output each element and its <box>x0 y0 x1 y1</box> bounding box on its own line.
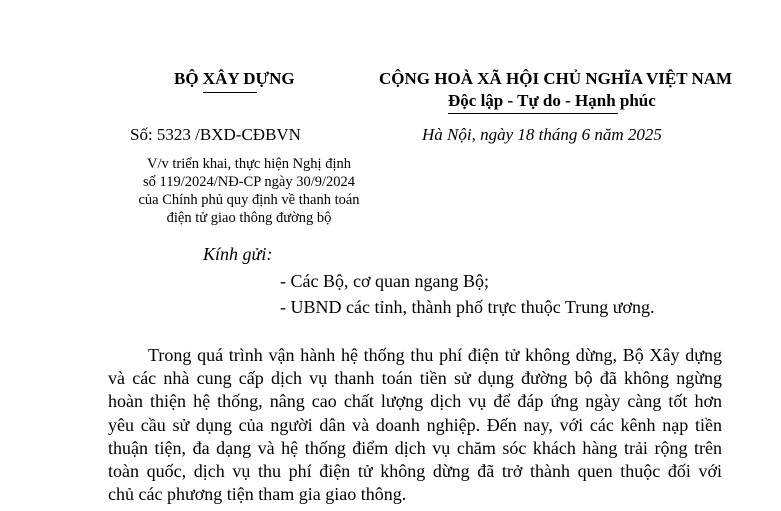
body-paragraph <box>108 344 722 506</box>
body-line: thuận tiện, đa dạng và hệ thống điểm dịch vụ chăm sóc khách hàng trải rộng trên <box>108 437 722 458</box>
body-line: toàn quốc, dịch vụ thu phí điện tử không dừng đã trở thành quen thuộc đối với <box>108 461 722 482</box>
body-line: Trong quá trình vận hành hệ thống thu phí điện tử không dừng, Bộ Xây dựng <box>148 345 722 365</box>
dateline: Hà Nội, ngày 18 tháng 6 năm 2025 <box>422 125 662 144</box>
subject-line: của Chính phủ quy định về thanh toán <box>138 192 360 208</box>
national-title: CỘNG HOÀ XÃ HỘI CHỦ NGHĨA VIỆT NAM <box>379 69 733 88</box>
recipient-item: - UBND các tỉnh, thành phố trực thuộc Trung ương. <box>280 297 655 317</box>
document-subject <box>103 155 395 227</box>
body-line: và các nhà cung cấp dịch vụ thanh toán tiền sử dụng đường bộ đã không ngừng <box>108 368 722 389</box>
greeting: Kính gửi: <box>203 244 273 264</box>
body-line: yêu cầu sử dụng của người dân và doanh nghiệp. Đến nay, với các kênh nạp tiền <box>108 414 722 435</box>
agency-underline <box>203 92 257 93</box>
recipient-item: - Các Bộ, cơ quan ngang Bộ; <box>280 271 489 291</box>
issuing-agency: BỘ XÂY DỰNG <box>174 69 295 88</box>
subject-line: điện tử giao thông đường bộ <box>166 210 332 226</box>
document-number: Số: 5323 /BXD-CĐBVN <box>130 125 301 144</box>
body-line: hoàn thiện hệ thống, nâng cao chất lượng dịch vụ để đáp ứng ngày càng tốt hơn <box>108 391 722 412</box>
subject-line: số 119/2024/NĐ-CP ngày 30/9/2024 <box>143 174 355 190</box>
body-line: chủ các phương tiện tham gia giao thông. <box>108 484 407 505</box>
subject-line: V/v triển khai, thực hiện Nghị định <box>147 156 351 172</box>
motto-underline <box>448 113 618 114</box>
national-motto: Độc lập - Tự do - Hạnh phúc <box>448 91 656 110</box>
